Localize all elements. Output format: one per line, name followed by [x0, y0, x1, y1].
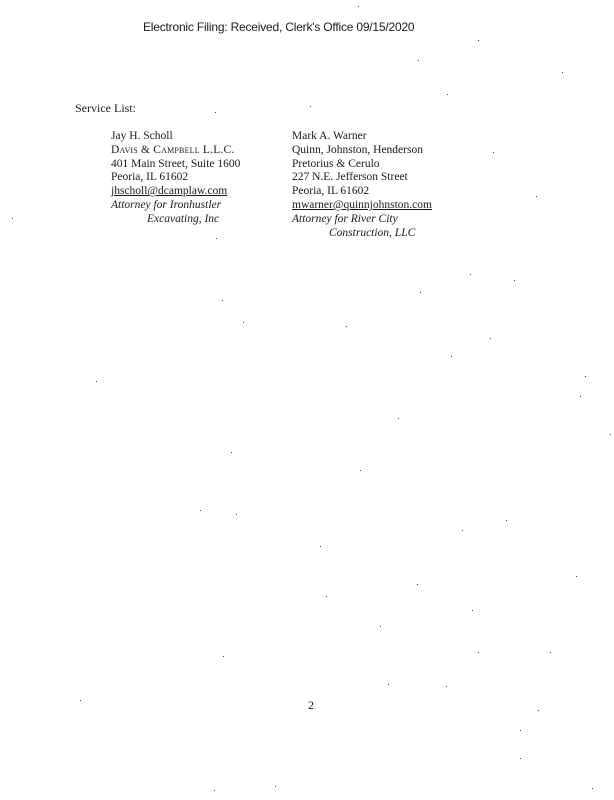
scan-speck: [580, 396, 581, 397]
left-contact-block: [111, 130, 240, 227]
scan-speck: [472, 610, 473, 611]
scan-speck: [222, 300, 223, 301]
scan-speck: [12, 218, 13, 219]
scan-speck: [358, 6, 359, 7]
service-list-title: Service List:: [75, 101, 136, 115]
scan-speck: [214, 790, 215, 791]
contact-name: Jay H. Scholl: [111, 130, 173, 142]
scan-speck: [96, 381, 97, 382]
scan-speck: [388, 684, 389, 685]
scan-speck: [80, 700, 81, 701]
scan-speck: [398, 418, 399, 419]
scan-speck: [231, 452, 232, 453]
contact-role-line2: Excavating, Inc: [147, 212, 220, 225]
scan-speck: [520, 730, 521, 731]
scan-speck: [200, 510, 201, 511]
scan-speck: [418, 60, 419, 61]
contact-address-line1: 227 N.E. Jefferson Street: [292, 171, 408, 184]
scan-speck: [592, 788, 593, 789]
scan-speck: [446, 686, 447, 687]
contact-firm: Davis & Campbell L.L.C.: [111, 143, 235, 156]
scan-speck: [346, 326, 347, 327]
contact-address-line2: Peoria, IL 61602: [111, 171, 189, 184]
scan-speck: [275, 786, 276, 787]
scan-speck: [478, 40, 479, 41]
scan-speck: [417, 584, 418, 585]
scan-speck: [493, 152, 494, 153]
scan-speck: [490, 338, 491, 339]
scan-speck: [320, 546, 321, 547]
scan-speck: [550, 652, 551, 653]
contact-role-line1: Attorney for Ironhustler: [111, 198, 222, 211]
scan-speck: [514, 280, 515, 281]
scan-speck: [223, 656, 224, 657]
scan-speck: [326, 596, 327, 597]
scan-speck: [360, 470, 361, 471]
contact-email-link[interactable]: jhscholl@dcamplaw.com: [111, 185, 228, 198]
contact-firm-line2: Pretorius & Cerulo: [292, 157, 380, 170]
contact-address-line2: Peoria, IL 61602: [292, 185, 370, 198]
contact-firm: Quinn, Johnston, Henderson: [292, 143, 423, 156]
contact-email-link[interactable]: mwarner@quinnjohnston.com: [292, 198, 432, 211]
scan-speck: [478, 652, 479, 653]
contact-name: Mark A. Warner: [292, 130, 367, 142]
scan-speck: [610, 434, 611, 435]
scan-speck: [462, 530, 463, 531]
scan-speck: [562, 72, 563, 73]
scan-speck: [538, 710, 539, 711]
scan-speck: [506, 520, 507, 521]
filing-stamp-header: Electronic Filing: Received, Clerk's Office 09/15/2020: [143, 20, 415, 34]
scan-speck: [310, 106, 311, 107]
scan-speck: [420, 292, 421, 293]
scan-speck: [215, 112, 216, 113]
scan-speck: [536, 196, 537, 197]
scan-speck: [236, 514, 237, 515]
scan-speck: [451, 356, 452, 357]
scan-speck: [576, 576, 577, 577]
scan-speck: [243, 322, 244, 323]
scan-speck: [520, 758, 521, 759]
right-contact-block: [292, 130, 432, 240]
scan-speck: [380, 626, 381, 627]
contact-role-line2: Construction, LLC: [329, 226, 416, 239]
page-number: 2: [308, 698, 314, 712]
contact-address-line1: 401 Main Street, Suite 1600: [111, 157, 241, 170]
scan-speck: [470, 274, 471, 275]
contact-role-line1: Attorney for River City: [292, 212, 398, 225]
scan-speck: [447, 94, 448, 95]
scan-speck: [585, 376, 586, 377]
scan-speck: [216, 238, 217, 239]
